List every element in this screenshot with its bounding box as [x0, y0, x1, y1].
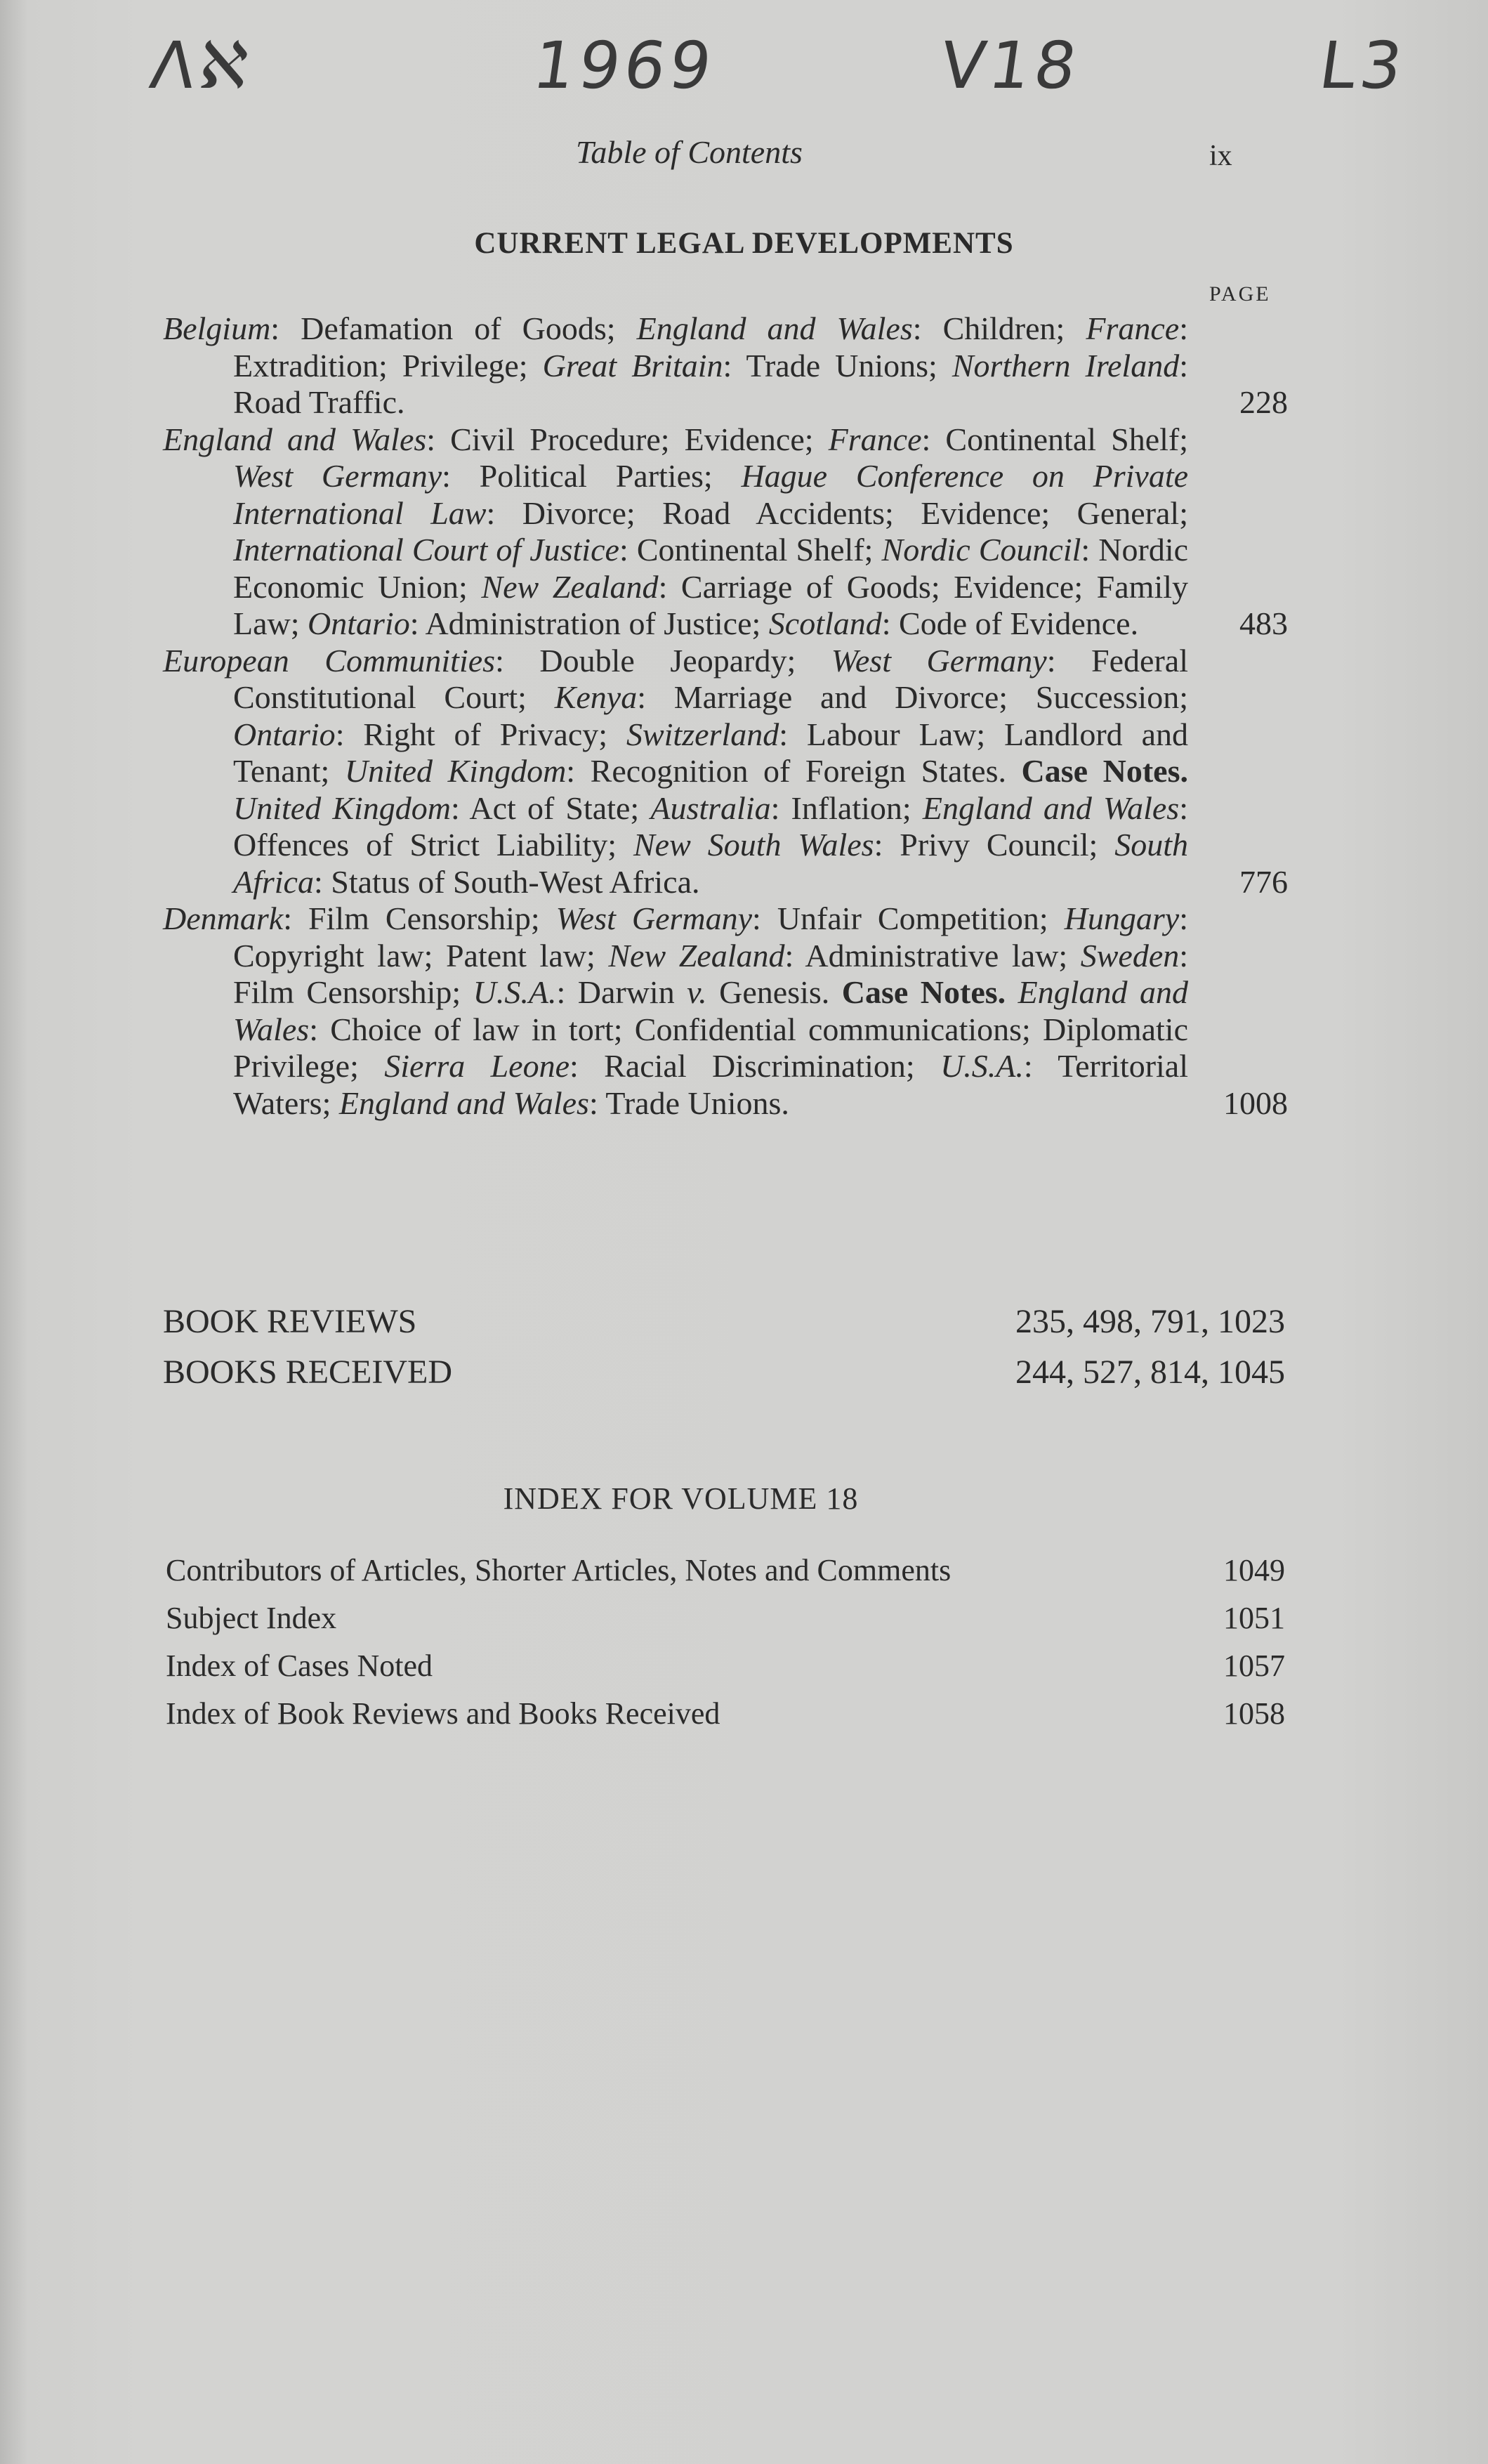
topic-text: : Carriage of Goods; Evidence; Family Law; [233, 568, 1189, 641]
index-item [166, 1696, 1285, 1731]
jurisdiction-name: Kenya [554, 679, 638, 715]
toc-entry [163, 421, 1288, 643]
topic-text: : Film Censorship; [283, 900, 556, 936]
topic-text: : Labour Law; Landlord and Tenant; [233, 716, 1188, 789]
jurisdiction-name: France [828, 421, 922, 457]
topic-text: : Divorce; Road Accidents; Evidence; General; [486, 494, 1188, 531]
jurisdiction-name: Hague Conference on Private International Law [233, 458, 1189, 531]
topic-text: : Status of South-West Africa. [313, 863, 700, 900]
entry-page-number: 1008 [1223, 1084, 1288, 1121]
jurisdiction-name: International Court of Justice [233, 532, 619, 568]
jurisdiction-name: Ontario [308, 605, 410, 641]
entry-text [163, 643, 1188, 900]
topic-text: : Unfair Competition; [752, 900, 1065, 936]
index-item [166, 1648, 1285, 1684]
jurisdiction-name: England and Wales [233, 974, 1188, 1047]
topic-text: : Choice of law in tort; Confidential communications; Diplomatic Privilege; [233, 1011, 1188, 1084]
jurisdiction-name: Denmark [163, 900, 284, 936]
jurisdiction-name: West Germany [233, 458, 442, 494]
jurisdiction-name: West Germany [831, 642, 1047, 679]
topic-text: : Civil Procedure; Evidence; [426, 421, 829, 457]
topic-text: : Territorial Waters; [233, 1048, 1189, 1121]
books-received-label: BOOKS RECEIVED [163, 1354, 453, 1391]
topic-text: : Children; [912, 310, 1086, 346]
handwritten-mark-right: L3 [1315, 28, 1411, 103]
book-reviews-row [163, 1302, 1285, 1341]
topic-text [1006, 974, 1018, 1010]
entry-text [163, 900, 1188, 1121]
jurisdiction-name: South Africa [233, 827, 1188, 900]
toc-entry [163, 900, 1288, 1122]
jurisdiction-name: Nordic Council [881, 532, 1081, 568]
jurisdiction-name: Australia [650, 789, 771, 826]
topic-text: : Darwin [556, 974, 687, 1010]
book-reviews-label: BOOK REVIEWS [163, 1303, 417, 1340]
topic-text: : Road Traffic. [233, 347, 1188, 420]
jurisdiction-name: Great Britain [542, 347, 723, 384]
jurisdiction-name: Ontario [233, 716, 336, 752]
jurisdiction-name: England and Wales [163, 421, 427, 457]
index-item-page: 1058 [1223, 1696, 1285, 1731]
index-item-label: Index of Book Reviews and Books Received [166, 1696, 720, 1731]
jurisdiction-name: Belgium [163, 310, 271, 346]
jurisdiction-name: New Zealand [481, 568, 659, 605]
current-legal-developments-list [163, 310, 1288, 1122]
case-notes-label: Case Notes. [1021, 753, 1189, 789]
section-title-current-legal-developments: CURRENT LEGAL DEVELOPMENTS [474, 227, 1014, 260]
jurisdiction-name: v. [687, 974, 707, 1010]
jurisdiction-name: U.S.A. [473, 974, 557, 1010]
jurisdiction-name: New South Wales [633, 827, 874, 863]
index-item [166, 1552, 1285, 1588]
toc-entry [163, 310, 1288, 421]
topic-text: : Trade Unions. [588, 1084, 789, 1121]
books-received-row [163, 1353, 1285, 1391]
entry-text [163, 421, 1188, 642]
topic-text: : Nordic Economic Union; [233, 532, 1189, 605]
topic-text: : Administrative law; [784, 937, 1081, 974]
jurisdiction-name: France [1086, 310, 1180, 346]
jurisdiction-name: U.S.A. [940, 1048, 1024, 1084]
entry-page-number: 483 [1239, 605, 1288, 641]
page-column-label: PAGE [1209, 282, 1271, 306]
topic-text: : Extradition; Privilege; [233, 310, 1188, 384]
index-item-page: 1049 [1223, 1553, 1285, 1587]
book-reviews-pages: 235, 498, 791, 1023 [1015, 1303, 1285, 1340]
jurisdiction-name: Sweden [1080, 937, 1180, 974]
topic-text: : Film Censorship; [233, 937, 1189, 1010]
running-head: Table of Contents [576, 134, 803, 170]
topic-text: : Copyright law; Patent law; [233, 900, 1188, 974]
index-item [166, 1600, 1285, 1636]
section-title-index: INDEX FOR VOLUME 18 [503, 1481, 859, 1516]
entry-page-number: 228 [1239, 384, 1288, 420]
jurisdiction-name: Northern Ireland [952, 347, 1180, 384]
entry-text [163, 310, 1188, 420]
topic-text: : Continental Shelf; [619, 532, 882, 568]
index-item-page: 1051 [1223, 1601, 1285, 1635]
toc-entry [163, 642, 1288, 901]
page-number: ix [1209, 140, 1232, 172]
topic-text: : Political Parties; [442, 458, 742, 494]
entry-page-number: 776 [1239, 863, 1288, 900]
topic-text: : Administration of Justice; [409, 605, 769, 641]
handwritten-mark-left: Λℵ [145, 28, 258, 103]
index-item-label: Subject Index [166, 1601, 337, 1635]
handwritten-year: 1969 [528, 28, 720, 103]
topic-text: : Defamation of Goods; [270, 310, 637, 346]
topic-text: : Marriage and Divorce; Succession; [637, 679, 1188, 715]
topic-text: : Federal Constitutional Court; [233, 642, 1188, 715]
topic-text: : Recognition of Foreign States. [566, 753, 1022, 789]
jurisdiction-name: Sierra Leone [384, 1048, 569, 1084]
topic-text: : Right of Privacy; [335, 716, 626, 752]
index-item-label: Contributors of Articles, Shorter Articles, Notes and Comments [166, 1553, 952, 1587]
topic-text: : Code of Evidence. [881, 605, 1139, 641]
books-received-pages: 244, 527, 814, 1045 [1015, 1354, 1285, 1391]
topic-text: : Offences of Strict Liability; [233, 789, 1188, 863]
topic-text: : Trade Unions; [723, 347, 952, 384]
jurisdiction-name: Switzerland [626, 716, 779, 752]
jurisdiction-name: European Communities [163, 642, 496, 679]
jurisdiction-name: Hungary [1064, 900, 1180, 936]
topic-text: : Racial Discrimination; [569, 1048, 941, 1084]
topic-text: : Double Jeopardy; [495, 642, 831, 679]
topic-text: : Inflation; [770, 789, 923, 826]
jurisdiction-name: West Germany [555, 900, 753, 936]
index-item-page: 1057 [1223, 1649, 1285, 1683]
topic-text: : Continental Shelf; [921, 421, 1188, 457]
handwritten-volume: V18 [935, 28, 1086, 103]
jurisdiction-name: England and Wales [636, 310, 913, 346]
topic-text: : Privy Council; [874, 827, 1115, 863]
jurisdiction-name: Scotland [768, 605, 882, 641]
jurisdiction-name: England and Wales [338, 1084, 589, 1121]
jurisdiction-name: England and Wales [922, 789, 1180, 826]
case-notes-label: Case Notes. [841, 974, 1006, 1010]
topic-text: Genesis. [706, 974, 842, 1010]
jurisdiction-name: New Zealand [608, 937, 785, 974]
topic-text: : Act of State; [451, 789, 651, 826]
index-item-label: Index of Cases Noted [166, 1649, 433, 1683]
jurisdiction-name: United Kingdom [344, 753, 567, 789]
jurisdiction-name: United Kingdom [233, 789, 452, 826]
